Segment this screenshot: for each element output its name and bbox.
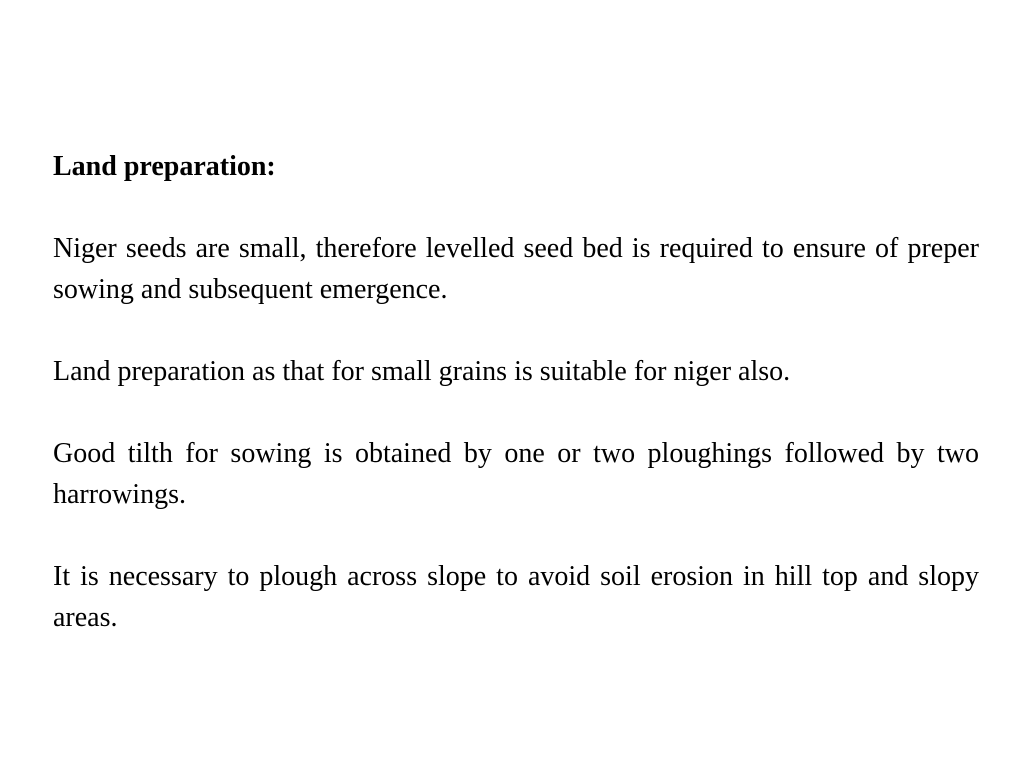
paragraph-tilth: Good tilth for sowing is obtained by one or two ploughings followed by two harrowings. [53,438,979,510]
paragraph-seed-bed: Niger seeds are small, therefore levelled seed bed is required to ensure of preper sowing and subsequent emergence. [53,233,979,305]
paragraph-slope-ploughing: It is necessary to plough across slope to avoid soil erosion in hill top and slopy areas. [53,561,979,633]
paragraph-small-grains: Land preparation as that for small grains is suitable for niger also. [53,356,791,387]
section-heading: Land preparation: [53,151,276,182]
slide-content [53,146,979,638]
